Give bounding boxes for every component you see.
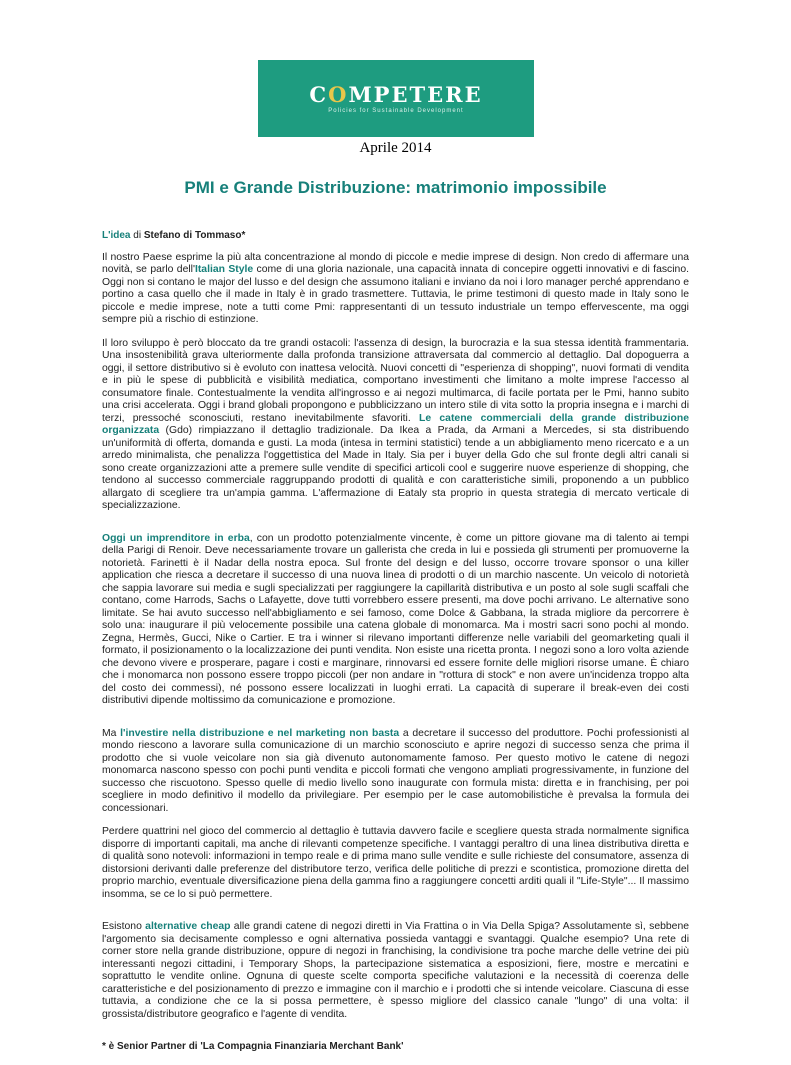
paragraph-text: alle grandi catene di negozi diretti in Via Frattina o in Via Della Spiga? Assolutamente sì, sebbene l'argomento sia decisamente complesso e ogni alternativa possieda vantaggi e svantaggi. Qualche esempio? Una rete di corner store nella grande distribuzione, oppure di negozi in franchising, la condivisione tra poche marche delle vetrine dei più interessanti negozi cittadini, i Temporary Shops, la partecipazione sistematica a esposizioni, fiere, mostre e mercatini e soprattutto le vendite online. Ognuna di queste scelte comporta specifiche valutazioni e la necessità di coerenza delle caratteristiche e del posizionamento di prezzo e immagine con il marchio e i prodotti che si intende veicolare. Ciascuna di esse tuttavia, a condizione che ce la si possa permettere, è spesso migliore del classico canale "lungo" di una volta: il grossista/distributore geografico e l'agente di vendita.	[102, 921, 689, 1020]
highlight-text: l'investire nella distribuzione e nel marketing non basta	[120, 727, 400, 739]
highlight-text: alternative cheap	[145, 921, 231, 932]
paragraph-text: a decretare il successo del produttore. Pochi professionisti al mondo riescono a lavorare sulla comunicazione di un marchio sconosciuto e aprire negozi di successo senza che prima il prodotto che si vuole veicolare non sia già divenuto autonomamente famoso. Per questo motivo le catene di negozi monomarca nascono spesso con pochi punti vendita e piccoli formati che vengono ampliati progressivamente, in funzione del successo che riscuotono. Spesso quelle di medio livello sono inaugurate con formula mista: diretta e in franchising, per poi scegliere in modo definitivo il modello da privilegiare. Per esempio per le case automobilistiche è prevalsa la formula dei concessionari.	[102, 727, 689, 814]
logo-letter-o: O	[328, 81, 349, 107]
paragraph-text: , con un prodotto potenzialmente vincente, è come un pittore giovane ma di talento ai tempi della Parigi di Renoir. Deve necessariamente trovare un gallerista che creda in lui e possieda gli strumenti per promuoverne la notorietà. Farinetti è il Nadar della nostra epoca. Sul fronte del design e del lusso, occorre trovare sponsor o una killer application che riesca a decretare il successo di una nuova linea di prodotti o di un marchio nascente. Un veicolo di notorietà che sappia lavorare sui media e sugli specializzati per raggiungere la capillarità distributiva e un posto al sole sugli scaffali che contano, come Harrods, Sachs o Lafayette, dove tutti vorrebbero essere presenti, ma dove pochi arrivano. Le alternative sono limitate. Se hai avuto successo nell'abbigliamento e sei famoso, come Dolce & Gabbana, la strada migliore da percorrere è solo una: inaugurare il più velocemente possibile una catena globale di monomarca. Ma i mostri sacri sono pochi al mondo. Zegna, Hermès, Gucci, Nike o Cartier. E tra i winner si rilevano importanti differenze nelle variabili del geomarketing quali il formato, il posizionamento o la localizzazione dei punti vendita. Non esiste una ricetta pronta. I negozi sono a loro volta aziende che devono vivere e prosperare, pagare i costi e marginare, rinnovarsi ed essere fornite delle migliori risorse umane. È chiaro che i monomarca non possono essere troppo piccoli (per non andare in "rottura di stock" e non avere un'incidenza troppo alta del costo dei commessi), né possono essere localizzati in luoghi errati. La capacità di superare il break-even dei costi distributivi dipende moltissimo da comunicazione e promozione.	[102, 532, 689, 706]
article-title: PMI e Grande Distribuzione: matrimonio impossibile	[184, 178, 607, 197]
issue-date: Aprile 2014	[359, 140, 432, 156]
paragraph-4	[102, 728, 689, 816]
highlight-text: Italian Style	[194, 264, 254, 275]
paragraph-text: Esistono	[102, 921, 146, 932]
paragraph-2	[102, 338, 689, 513]
byline	[102, 230, 689, 243]
byline-author: Stefano di Tommaso*	[143, 230, 246, 241]
paragraph-1	[102, 252, 689, 327]
author-footnote: * è Senior Partner di 'La Compagnia Finanziaria Merchant Bank'	[102, 1041, 404, 1052]
highlight-text: Oggi un imprenditore in erba	[102, 532, 250, 544]
paragraph-text: Il nostro Paese esprime la più alta concentrazione al mondo di piccole e medie imprese di design. Non credo di affermare una novità, se parlo dell'	[102, 251, 689, 275]
paragraph-text: come di una gloria nazionale, una capacità innata di concepire oggetti innovativi e di fascino. Oggi non si contano le major del lusso e del design che assumono italiani e inviano da noi i loro manager perché apprendano e portino a casa quello che il made in Italy è in grado trasmettere. Tuttavia, le prime testimoni di questo made in Italy sono le piccole e medie imprese, note a tutti come Pmi: rappresentanti di un tessuto industriale un tempo effervescente, ma oggi sempre più a rischio di estinzione.	[102, 264, 689, 325]
paragraph-6	[102, 921, 689, 1021]
logo-rest: MPETERE	[348, 81, 483, 107]
highlight-text: Le catene commerciali della grande distribuzione organizzata	[102, 412, 689, 436]
article-body	[102, 230, 689, 1065]
paragraph-text: (Gdo) rimpiazzano il dettaglio tradizionale. Da Ikea a Prada, da Armani a Mercedes, si sta distribuendo un'uniformità di offerta, domanda e gusti. La moda (intesa in termini statistici) tende a un abbigliamento meno ricercato e a un arredo minimalista, che penalizza l'oggettistica del Made in Italy. Sia per i buyer della Gdo che sul fronte degli altri canali si sono create organizzazioni atte a premere sulle vendite di specifici articoli cool e suggerire nuove esperienze di shopping, che tendono al successo commerciale raggruppando prodotti di qualità e con caratteristiche simili, proponendo a un pubblico allargato di scegliere tra un'ampia gamma. L'affermazione di Eataly sta proprio in questa strategia di mercato verticale di specializzazione.	[102, 425, 689, 511]
byline-kicker: L'idea	[102, 230, 131, 241]
paragraph-text: Il loro sviluppo è però bloccato da tre grandi ostacoli: l'assenza di design, la burocrazia e la sua stessa identità frammentaria. Una insostenibilità grava ulteriormente dalla profonda transizione attraversata dal commercio al dettaglio. Dal dopoguerra a oggi, il settore distributivo si è evoluto con inattesa velocità. Nuovi concetti di "esperienza di shopping", nuovi formati di vendita e in più le spese di pubblicità e visibilità mediatica, comportano investimenti che limitano a molte imprese l'accesso al consumatore finale. Contestualmente la vendita all'ingrosso e ai negozi multimarca, di facile portata per le Pmi, hanno subito una crisi accelerata. Oggi i brand globali propongono e pubblicizzano un intero stile di vita sotto la propria insegna e i marchi di terzi, pressoché sconosciuti, restano inevitabilmente sfavoriti.	[102, 337, 689, 424]
logo-tagline: Policies for Sustainable Development	[328, 107, 464, 114]
paragraph-text: Ma	[102, 727, 121, 739]
header-banner	[258, 60, 534, 137]
byline-pre: di	[130, 230, 144, 241]
paragraph-3	[102, 533, 689, 708]
paragraph-5: Perdere quattrini nel gioco del commercio al dettaglio è tuttavia davvero facile e scegliere questa strada normalmente significa disporre di importanti capitali, ma anche di rilevanti competenze specifiche. I vantaggi peraltro di una linea distributiva diretta e di qualità sono notevoli: informazioni in tempo reale e di prima mano sulle vendite e sulle richieste del consumatore, assenza di distorsioni derivanti dalle preferenze del distributore terzo, verifica delle politiche di prezzi e scontistica, promozione diretta del proprio marchio, eventuale diversificazione piena della gamma fino a raggiungere concetti arditi quali il "Life-Style"... Il massimo insomma, se ce lo si può permettere.	[102, 826, 689, 900]
logo-letter-c: C	[309, 81, 329, 107]
competere-logo	[309, 81, 483, 107]
